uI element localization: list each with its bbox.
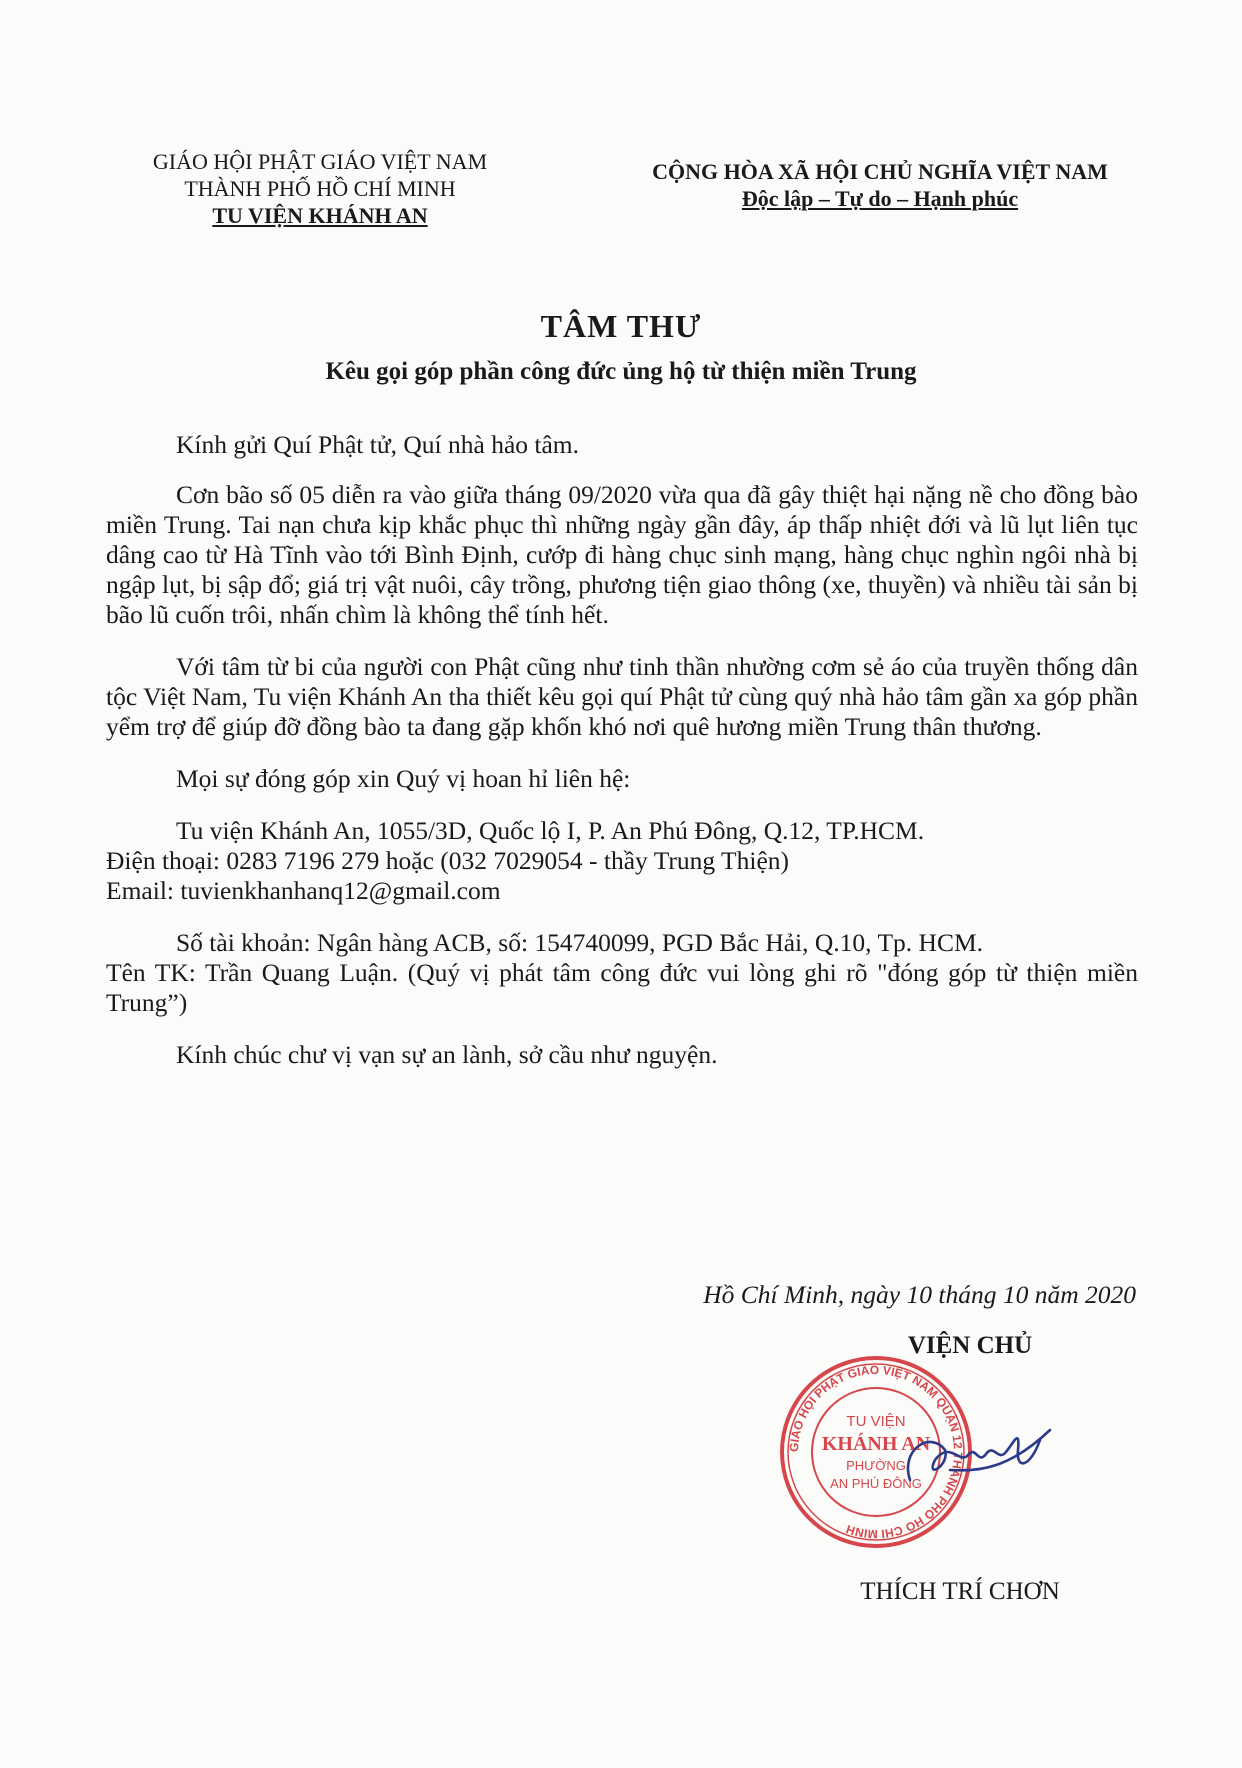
contact-phone: Điện thoại: 0283 7196 279 hoặc (032 7029054 - thầy Trung Thiện)	[106, 846, 790, 875]
stamp-center-line-3: PHƯỜNG	[846, 1458, 906, 1473]
contact-address: Tu viện Khánh An, 1055/3D, Quốc lộ I, P. An Phú Đông, Q.12, TP.HCM.	[176, 816, 925, 845]
bank-holder: Tên TK: Trần Quang Luận. (Quý vị phát tâm công đức vui lòng ghi rõ "đóng góp từ thiện miền Trung”)	[106, 958, 1138, 1017]
contact-email: Email: tuvienkhanhanq12@gmail.com	[106, 876, 501, 905]
national-title: CỘNG HÒA XÃ HỘI CHỦ NGHĨA VIỆT NAM	[652, 159, 1108, 184]
stamp-center-line-1: TU VIỆN	[846, 1413, 906, 1430]
stamp-center-line-2: KHÁNH AN	[821, 1433, 931, 1455]
stamp-ring-text: GIÁO HỘI PHẬT GIÁO VIỆT NAM QUẬN 12 THÀNH PHỐ HỒ CHÍ MINH	[786, 1362, 966, 1542]
stamp-center-line-4: AN PHÚ ĐÔNG	[830, 1476, 922, 1491]
closing-line: Kính chúc chư vị vạn sự an lành, sở cầu như nguyện.	[176, 1040, 718, 1069]
issuer-header	[120, 148, 520, 229]
issuer-line-2: THÀNH PHỐ HỒ CHÍ MINH	[184, 176, 456, 201]
issuer-line-3: TU VIỆN KHÁNH AN	[212, 203, 428, 228]
paragraph-1: Cơn bão số 05 diễn ra vào giữa tháng 09/2020 vừa qua đã gây thiệt hại nặng nề cho đồng bào miền Trung. Tai nạn chưa kịp khắc phục thì những ngày gần đây, áp thấp nhiệt đới và lũ lụt liên tục dâng cao từ Hà Tĩnh vào tới Bình Định, cướp đi hàng chục sinh mạng, hàng chục nghìn ngôi nhà bị ngập lụt, bị sập đổ; giá trị vật nuôi, cây trồng, phương tiện giao thông (xe, thuyền) và nhiều tài sản bị bão lũ cuốn trôi, nhấn chìm là không thể tính hết.	[106, 480, 1138, 629]
handwritten-signature	[890, 1410, 1060, 1500]
letter-subtitle: Kêu gọi góp phần công đức ủng hộ từ thiện miền Trung	[325, 358, 917, 385]
signer-role: VIỆN CHỦ	[907, 1332, 1033, 1359]
date-line: Hồ Chí Minh, ngày 10 tháng 10 năm 2020	[703, 1280, 1136, 1309]
national-header	[615, 158, 1145, 212]
national-motto: Độc lập – Tự do – Hạnh phúc	[741, 186, 1019, 211]
greeting: Kính gửi Quí Phật tử, Quí nhà hảo tâm.	[176, 430, 580, 459]
issuer-line-1: GIÁO HỘI PHẬT GIÁO VIỆT NAM	[152, 149, 488, 174]
paragraph-2: Với tâm từ bi của người con Phật cũng như tinh thần nhường cơm sẻ áo của truyền thống dân tộc Việt Nam, Tu viện Khánh An tha thiết kêu gọi quí Phật tử cùng quý nhà hảo tâm gần xa góp phần yểm trợ để giúp đỡ đồng bào ta đang gặp khốn khó nơi quê hương miền Trung thân thương.	[106, 652, 1138, 741]
contact-intro: Mọi sự đóng góp xin Quý vị hoan hỉ liên hệ:	[176, 764, 631, 793]
bank-account: Số tài khoản: Ngân hàng ACB, số: 154740099, PGD Bắc Hải, Q.10, Tp. HCM.	[176, 928, 984, 957]
letter-body	[106, 430, 1138, 1070]
signer-name: THÍCH TRÍ CHƠN	[860, 1578, 1060, 1605]
letter-title: TÂM THƯ	[540, 308, 702, 344]
